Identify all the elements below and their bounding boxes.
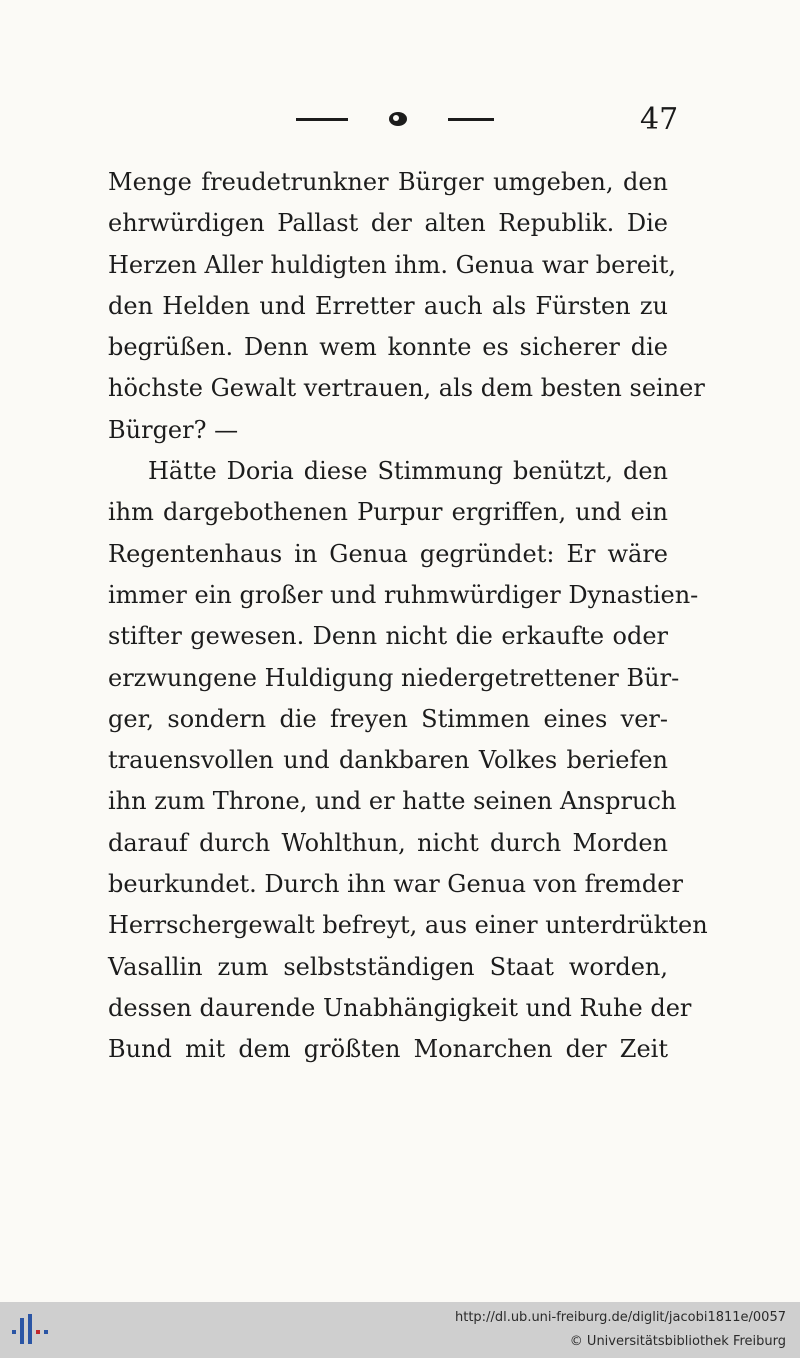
text-line: Vasallin zum selbstständigen Staat worden,: [108, 952, 668, 981]
document-url-link[interactable]: http://dl.ub.uni-freiburg.de/diglit/jacobi1811e/0057: [455, 1310, 786, 1325]
text-line: ihm dargebothenen Purpur ergriffen, und ein: [108, 498, 668, 527]
text-line: Herrschergewalt befreyt, aus einer unterdrükten: [108, 911, 708, 940]
page-header: [0, 100, 800, 140]
header-rule-left: [296, 118, 348, 121]
text-line: Menge freudetrunkner Bürger umgeben, den: [108, 168, 668, 196]
paragraph-start-line: Hätte Doria diese Stimmung benützt, den: [148, 457, 668, 486]
text-line: dessen daurende Unabhängigkeit und Ruhe der: [108, 993, 692, 1022]
page-number: 47: [640, 102, 679, 137]
text-line: ger, sondern die freyen Stimmen eines ver-: [108, 704, 668, 733]
text-line: ihn zum Throne, und er hatte seinen Anspruch: [108, 787, 677, 816]
text-line: begrüßen. Denn wem konnte es sicherer die: [108, 333, 668, 362]
text-line: höchste Gewalt vertrauen, als dem besten seiner: [108, 374, 705, 403]
text-line: Bürger? —: [108, 415, 239, 444]
text-line: erzwungene Huldigung niedergetrettener Bür-: [108, 663, 680, 692]
body-text: [108, 162, 708, 1071]
library-logo-icon: [10, 1310, 50, 1350]
text-line: stifter gewesen. Denn nicht die erkaufte oder: [108, 622, 668, 651]
header-ornament-icon: [387, 110, 409, 128]
text-line: immer ein großer und ruhmwürdiger Dynastien-: [108, 580, 699, 609]
text-line: darauf durch Wohlthun, nicht durch Morden: [108, 828, 668, 857]
text-line: Bund mit dem größten Monarchen der Zeit: [108, 1035, 668, 1064]
header-rule-right: [448, 118, 494, 121]
text-line: trauensvollen und dankbaren Volkes beriefen: [108, 746, 668, 775]
text-line: beurkundet. Durch ihn war Genua von fremder: [108, 870, 683, 899]
text-line: Regentenhaus in Genua gegründet: Er wäre: [108, 539, 668, 568]
text-line: den Helden und Erretter auch als Fürsten zu: [108, 291, 668, 320]
text-line: Herzen Aller huldigten ihm. Genua war bereit,: [108, 250, 676, 279]
text-line: ehrwürdigen Pallast der alten Republik. Die: [108, 209, 668, 238]
library-footer: [0, 1302, 800, 1358]
copyright-notice: © Universitätsbibliothek Freiburg: [569, 1334, 786, 1349]
